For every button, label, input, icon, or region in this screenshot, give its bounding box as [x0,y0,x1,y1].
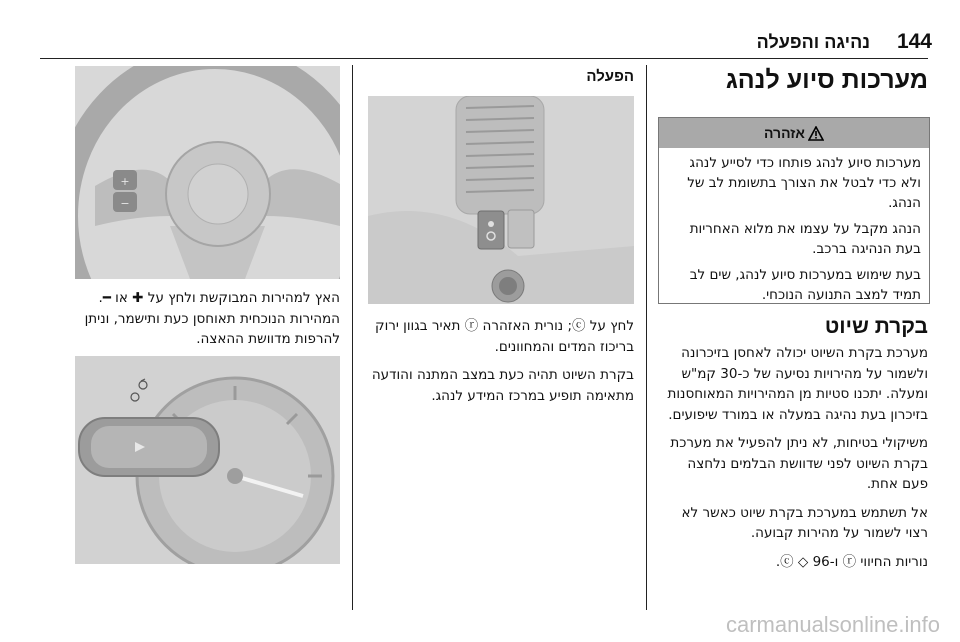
body-paragraph: בקרת השיוט תהיה כעת במצב המתנה והודעה מתאימה תופיע במרכז המידע לנהג. [371,367,634,404]
dashboard-illustration [368,96,634,304]
body-paragraph: אל תשתמש במערכת בקרת שיוט כאשר לא רצוי לשמור על מהירות קבועה. [681,504,928,541]
instrument-cluster-illustration [75,356,340,564]
svg-text:+: + [120,175,130,188]
body-paragraph: האץ למהירות המבוקשת ולחץ על ✚ או ━. המהירות הנוכחית תאוחסן כעת ותישמר, וניתן להרפות מדוושת ההאצה. [84,290,340,347]
warning-paragraph: מערכות סיוע לנהג פותחו כדי לסייע לנהג ולא כדי לבטל את הצורך בתשומת לב של הנהג. [687,155,921,211]
warning-paragraph: הנהג מקבל על עצמו את מלוא האחריות בעת הנהיגה ברכב. [689,221,921,257]
dashboard-button-photo [368,96,634,304]
body-paragraph: משיקולי בטיחות, לא ניתן להפעיל את מערכת בקרת השיוט לפני שדוושת הבלמים נלחצה פעם אחת. [670,435,928,492]
section-title: נהיגה והפעלה [756,32,870,52]
watermark: carmanualsonline.info [725,612,940,637]
warning-label: אזהרה [764,125,805,141]
activation-body [368,316,634,414]
body-paragraph: לחץ על ⓒ; נורית האזהרה ⓡ תאיר בגוון ירוק בריכוז המדים והמחוונים. [375,318,634,355]
steering-wheel-illustration [75,66,340,279]
svg-text:−: − [120,197,130,210]
section-body [658,343,928,580]
warning-paragraph: בעת שימוש במערכות סיוע לנהג, שים לב תמיד למצב התנועה הנוכחי. [689,267,921,303]
subsection-heading: הפעלה [586,68,634,85]
header-rule [40,58,928,59]
instrument-cluster-photo [75,356,340,564]
page-number: 144 [896,30,932,53]
acceleration-body [75,288,340,358]
column-divider-right [646,65,647,610]
steering-wheel-photo [75,66,340,279]
warning-triangle-icon [808,126,824,141]
page-header [0,26,960,58]
warning-body [659,148,929,305]
column-divider-left [352,65,353,610]
body-paragraph: נוריות החיווי ⓡ ו-ⓒ ◇ 96. [775,553,928,570]
body-paragraph: מערכת בקרת השיוט יכולה לאחסן בזיכרונה ולשמור על מהירויות נסיעה של כ-30 קמ"ש ומעלה. יתכנו סטיות מן המהירויות המאוחסנות בזיכרון בעת נהיגה במעלה או במורד שיפועים. [667,345,928,423]
main-heading: מערכות סיוע לנהג [725,66,928,94]
warning-header [659,118,929,148]
warning-box [658,117,930,304]
section-heading: בקרת שיוט [824,315,928,338]
